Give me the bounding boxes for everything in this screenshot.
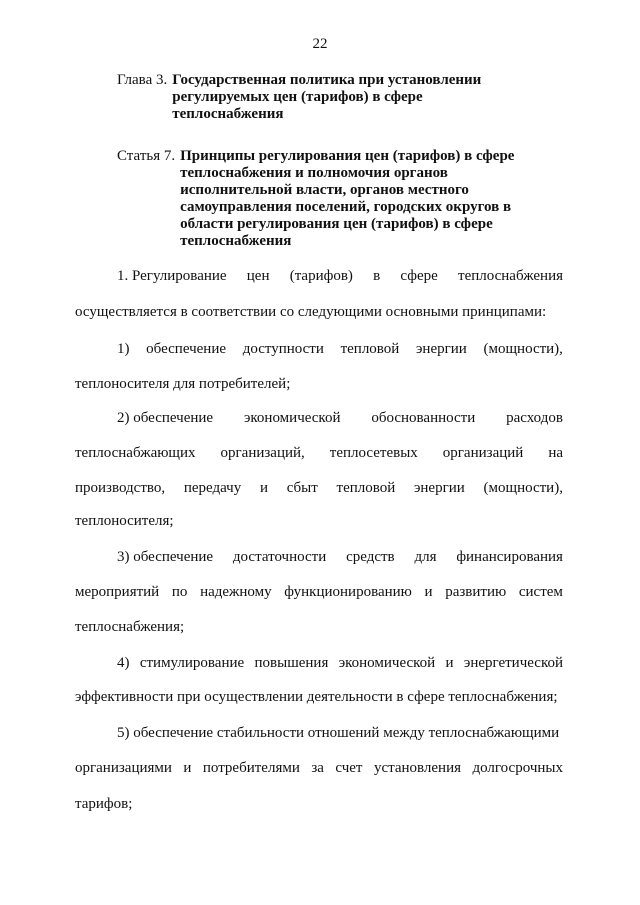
word: 3) обеспечение	[117, 549, 214, 565]
word: теплоснабжения	[458, 268, 563, 284]
word: (мощности),	[483, 341, 563, 357]
word: систем	[518, 584, 563, 600]
article-title-line: теплоснабжения	[180, 233, 292, 249]
article-heading	[117, 148, 547, 250]
paragraph-line	[75, 760, 563, 780]
word: расходов	[506, 410, 563, 426]
word: обоснованности	[371, 410, 476, 426]
word: энергетической	[463, 655, 563, 671]
paragraph-line	[117, 410, 563, 430]
word: финансирования	[456, 549, 563, 565]
word: мероприятий	[75, 584, 160, 600]
word: тепловой	[340, 341, 400, 357]
word: стимулирование	[139, 655, 245, 671]
word: достаточности	[232, 549, 327, 565]
chapter-label: Глава 3.	[117, 72, 168, 88]
word: функционированию	[284, 584, 412, 600]
word: (мощности),	[483, 480, 563, 496]
article-title-line: области регулирования цен (тарифов) в сфере	[180, 216, 493, 232]
word: доступности	[242, 341, 324, 357]
word: теплосетевых	[329, 445, 418, 461]
word: надежному	[200, 584, 272, 600]
paragraph-line	[117, 341, 563, 361]
word: экономической	[338, 655, 436, 671]
word: энергии	[415, 341, 467, 357]
article-title-line: теплоснабжения и полномочия органов	[180, 165, 448, 181]
word: обеспечение	[146, 341, 227, 357]
paragraph-line	[75, 480, 563, 500]
word: 1)	[117, 341, 130, 357]
chapter-title-line: теплоснабжения	[172, 106, 284, 122]
word: за	[311, 760, 324, 776]
word: и	[183, 760, 192, 776]
paragraph-line	[75, 619, 563, 639]
chapter-title-line: регулируемых цен (тарифов) в сфере	[172, 89, 423, 105]
word: долгосрочных	[472, 760, 563, 776]
word: сфере	[400, 268, 438, 284]
word: теплоносителя;	[75, 513, 174, 529]
word: организациями	[75, 760, 172, 776]
paragraph-line	[117, 655, 563, 675]
article-label: Статья 7.	[117, 148, 176, 164]
paragraph-line	[75, 513, 563, 533]
paragraph-line	[75, 376, 563, 396]
word: 1. Регулирование	[117, 268, 227, 284]
article-title	[180, 148, 520, 250]
word: 4)	[117, 655, 130, 671]
word: на	[548, 445, 563, 461]
word: организаций,	[220, 445, 305, 461]
word: в	[373, 268, 381, 284]
word: повышения	[254, 655, 329, 671]
word: потребителями	[202, 760, 300, 776]
paragraph-line	[75, 584, 563, 604]
page-number: 22	[312, 36, 328, 52]
paragraph-line	[75, 796, 563, 816]
chapter-title-line: Государственная политика при установлении	[172, 72, 482, 88]
word: экономической	[243, 410, 341, 426]
word: и	[424, 584, 433, 600]
word: сбыт	[286, 480, 318, 496]
word: эффективности при осуществлении деятельности в сфере теплоснабжения;	[75, 689, 558, 705]
word: (тарифов)	[289, 268, 353, 284]
chapter-title	[172, 72, 481, 123]
word: тепловой	[336, 480, 396, 496]
paragraph-line	[117, 268, 563, 288]
word: и	[445, 655, 454, 671]
word: энергии	[413, 480, 465, 496]
paragraph-line	[75, 445, 563, 465]
word: теплоносителя для потребителей;	[75, 376, 291, 392]
paragraph-line	[75, 304, 563, 324]
article-title-line: исполнительной власти, органов местного	[180, 182, 469, 198]
word: средств	[346, 549, 395, 565]
word: теплоснабжения;	[75, 619, 185, 635]
word: осуществляется в соответствии со следующими основными принципами:	[75, 304, 547, 320]
paragraph-line	[75, 689, 563, 709]
word: организаций	[442, 445, 524, 461]
word: установления	[373, 760, 462, 776]
word: цен	[246, 268, 270, 284]
word: по	[171, 584, 188, 600]
word: и	[259, 480, 268, 496]
word: 2) обеспечение	[117, 410, 214, 426]
word: счет	[335, 760, 363, 776]
article-title-line: Принципы регулирования цен (тарифов) в сфере	[180, 148, 515, 164]
word: 5) обеспечение стабильности отношений между теплоснабжающими	[117, 725, 560, 741]
paragraph-line	[117, 549, 563, 569]
word: производство,	[75, 480, 166, 496]
word: теплоснабжающих	[75, 445, 196, 461]
word: для	[414, 549, 437, 565]
paragraph-line	[117, 725, 563, 745]
word: тарифов;	[75, 796, 133, 812]
chapter-heading	[117, 72, 547, 123]
word: развитию	[445, 584, 507, 600]
article-title-line: самоуправления поселений, городских округов в	[180, 199, 512, 215]
word: передачу	[183, 480, 242, 496]
